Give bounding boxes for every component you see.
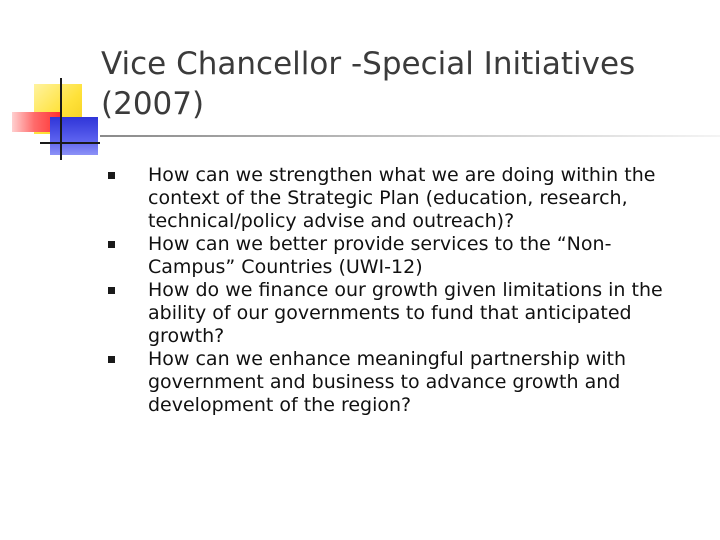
bullet-text: How can we enhance meaningful partnership with government and business to advance growth and development of the region? — [148, 348, 627, 416]
slide-title-line-1: Vice Chancellor -Special Initiatives — [101, 46, 636, 82]
bullet-item — [108, 279, 698, 348]
decor-blue-square — [50, 117, 98, 155]
bullet-item — [108, 233, 698, 279]
bullet-list — [108, 164, 698, 417]
square-bullet-icon — [108, 356, 115, 363]
bullet-text: How can we better provide services to the “Non-Campus” Countries (UWI-12) — [148, 233, 612, 278]
title-divider — [100, 135, 720, 137]
bullet-text: How can we strengthen what we are doing within the context of the Strategic Plan (education, research, technical/policy advise and outreach)? — [148, 164, 656, 232]
bullet-text: How do we finance our growth given limitations in the ability of our governments to fund that anticipated growth? — [148, 279, 663, 347]
slide-title — [101, 44, 701, 124]
bullet-item — [108, 348, 698, 417]
slide-title-line-2: (2007) — [101, 86, 205, 122]
square-bullet-icon — [108, 287, 115, 294]
bullet-item — [108, 164, 698, 233]
square-bullet-icon — [108, 241, 115, 248]
decor-horizontal-line — [40, 142, 100, 144]
square-bullet-icon — [108, 172, 115, 179]
decor-vertical-line — [60, 78, 62, 160]
